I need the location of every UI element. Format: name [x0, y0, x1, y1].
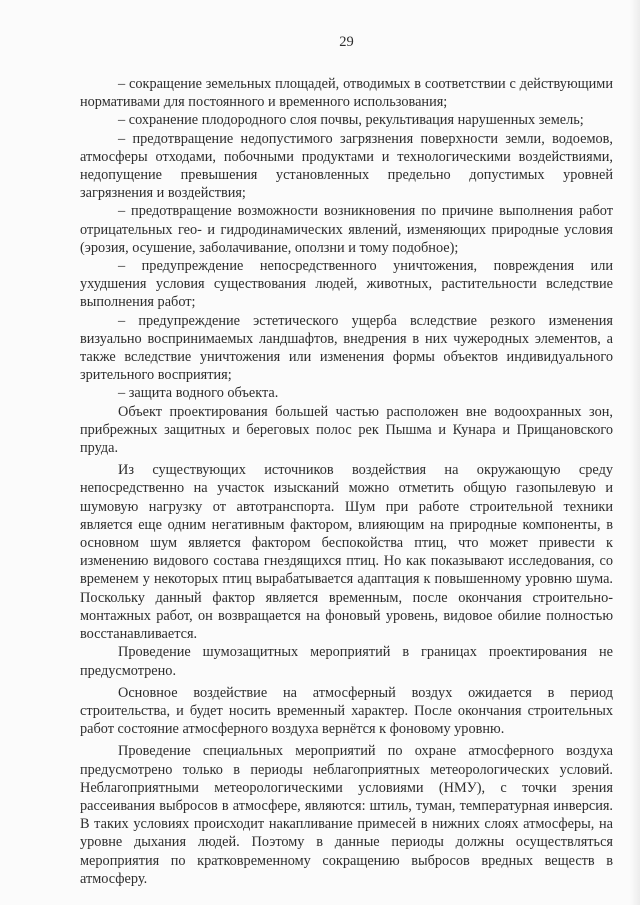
paragraph: – предотвращение недопустимого загрязнения поверхности земли, водоемов, атмосферы отходами, побочными продуктами и технологическими воздействиями, недопущение превышения установленных предельно допустимых уровней загрязнения и воздействия;: [80, 130, 613, 202]
page-edge-shadow: [630, 0, 640, 905]
paragraph: Проведение специальных мероприятий по охране атмосферного воздуха предусмотрено только в периоды неблагоприятных метеорологических условий. Неблагоприятными метеорологическими условиями (НМУ), с точки зрения рассеивания выбросов в атмосфере, являются: штиль, туман, температурная инверсия. В таких условиях происходит накапливание примесей в нижних слоях атмосферы, на уровне дыхания людей. Поэтому в данные периоды должны осуществляться мероприятия по кратковременному сокращению выбросов вредных веществ в атмосферу.: [80, 743, 613, 887]
paragraph: – предупреждение эстетического ущерба вследствие резкого изменения визуально воспринимаемых ландшафтов, внедрения в них чужеродных элементов, а также вследствие уничтожения или изменения формы объектов индивидуального зрительного восприятия;: [80, 312, 613, 384]
paragraph: Проведение шумозащитных мероприятий в границах проектирования не предусмотрено.: [80, 644, 613, 679]
paragraph: Из существующих источников воздействия на окружающую среду непосредственно на участок изысканий можно отметить общую газопылевую и шумовую нагрузку от автотранспорта. Шум при работе строительной техники является еще одним негативным фактором, влияющим на природные компоненты, в основном шум является фактором беспокойства птиц, что может привести к изменению видового состава гнездящихся птиц. Но как показывают исследования, со временем у некоторых птиц вырабатывается адаптация к повышенному уровню шума. Поскольку данный фактор является временным, после окончания строительно-монтажных работ, он возвращается на фоновый уровень, видовое обилие полностью восстанавливается.: [80, 462, 613, 643]
paragraph: – сокращение земельных площадей, отводимых в соответствии с действующими нормативами для постоянного и временного использования;: [80, 76, 613, 111]
paragraph: – сохранение плодородного слоя почвы, рекультивация нарушенных земель;: [118, 112, 584, 129]
paragraph: – предотвращение возможности возникновения по причине выполнения работ отрицательных гео- и гидродинамических явлений, изменяющих природные условия (эрозия, осушение, заболачивание, оползни и тому подобное);: [80, 203, 613, 256]
paragraph: – предупреждение непосредственного уничтожения, повреждения или ухудшения условия существования людей, животных, растительности вследствие выполнения работ;: [80, 258, 613, 311]
page-number: 29: [339, 34, 354, 50]
paragraph: Объект проектирования большей частью расположен вне водоохранных зон, прибрежных защитных и береговых полос рек Пышма и Кунара и Прищановского пруда.: [80, 403, 613, 457]
document-body: [80, 75, 613, 888]
paragraph: Основное воздействие на атмосферный воздух ожидается в период строительства, и будет носить временный характер. После окончания строительных работ состояние атмосферного воздуха вернётся к фоновому уровню.: [80, 684, 613, 738]
paragraph: – защита водного объекта.: [118, 385, 279, 402]
